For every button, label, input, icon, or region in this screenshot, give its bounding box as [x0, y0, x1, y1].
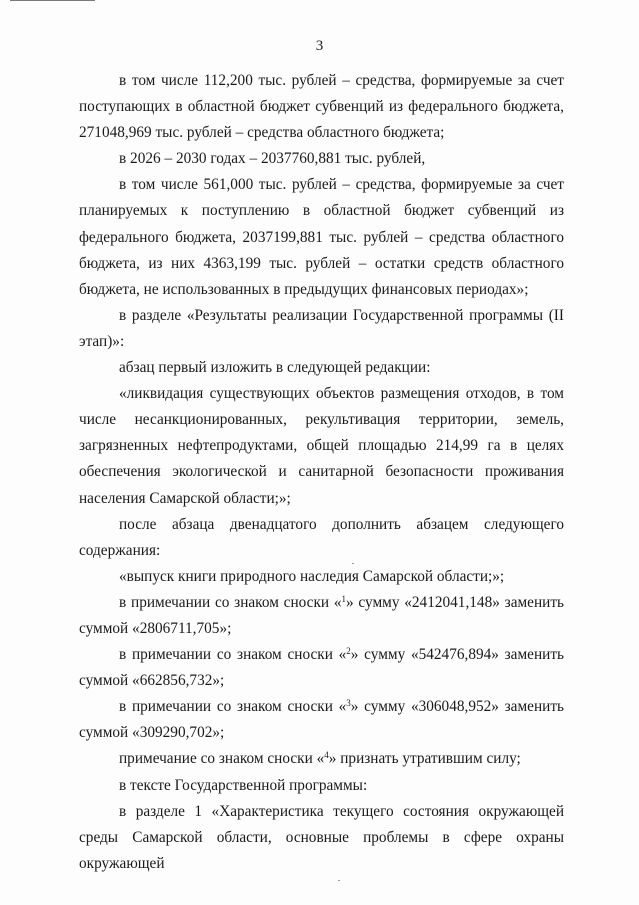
footnote-1-text-before: в примечании со знаком сноски « [119, 593, 342, 611]
paragraph-results-section: в разделе «Результаты реализации Государственной программы (II этап)»: [79, 306, 564, 350]
footnote-2-text-before: в примечании со знаком сноски « [119, 646, 347, 664]
footnote-2-text-after: » сумму «542476,894» заменить суммой «662856,732»; [79, 646, 564, 690]
footnote-3-text-after: » сумму «306048,952» заменить суммой «309290,702»; [79, 698, 564, 742]
paragraph-program-text: в тексте Государственной программы: [119, 776, 368, 794]
paragraph-section-1-characteristics: в разделе 1 «Характеристика текущего состояния окружающей среды Самарской области, основные проблемы в сфере охраны окружающей [79, 802, 564, 872]
footnote-4-mark: 4 [324, 750, 329, 761]
page-number: 3 [315, 38, 324, 54]
footnote-3-text-before: в примечании со знаком сноски « [119, 698, 347, 716]
scan-edge-mark [10, 0, 95, 1]
footnote-3-mark: 3 [346, 698, 351, 709]
paragraph-funding-2026-2030: в 2026 – 2030 годах – 2037760,881 тыс. рублей, [119, 150, 426, 168]
footnote-1-mark: 1 [341, 593, 346, 604]
footnote-2-mark: 2 [346, 646, 351, 657]
paragraph-footnote-4 [79, 746, 564, 772]
paragraph-funding-subventions-2026-2030: в том числе 561,000 тыс. рублей – средства, формируемые за счет планируемых к поступлению в областной бюджет субвенций из федерального бюджета, 2037199,881 тыс. рублей – средства областного бюджета, из них 4363,199 тыс. рублей – остатки средств областного бюджета, не использованных в предыдущих финансовых периодах»; [79, 176, 564, 298]
paragraph-waste-liquidation: «ликвидация существующих объектов размещения отходов, в том числе несанкционированных, рекультивация территории, земель, загрязненных нефтепродуктами, общей площадью 214,99 га в целях обеспечения экологической и санитарной безопасности проживания населения Самарской области;»; [79, 385, 564, 507]
paragraph-footnote-3 [79, 694, 564, 746]
paragraph-add-after-twelfth: после абзаца двенадцатого дополнить абзацем следующего содержания: [79, 515, 564, 559]
scan-speck [352, 563, 354, 564]
paragraph-footnote-2 [79, 642, 564, 694]
footnote-1-text-after: » сумму «2412041,148» заменить суммой «2806711,705»; [79, 593, 564, 637]
footnote-4-text-after: » признать утратившим силу; [328, 750, 521, 768]
paragraph-footnote-1 [79, 590, 564, 642]
scan-speck [338, 880, 340, 881]
paragraph-first-paragraph-wording: абзац первый изложить в следующей редакции: [119, 359, 431, 377]
footnote-4-text-before: примечание со знаком сноски « [119, 750, 325, 768]
paragraph-natural-heritage-book: «выпуск книги природного наследия Самарской области;»; [119, 567, 505, 585]
paragraph-funding-subventions-2025: в том числе 112,200 тыс. рублей – средства, формируемые за счет поступающих в областной бюджет субвенций из федерального бюджета, 271048,969 тыс. рублей – средства областного бюджета; [79, 72, 564, 142]
document-body [79, 68, 564, 877]
